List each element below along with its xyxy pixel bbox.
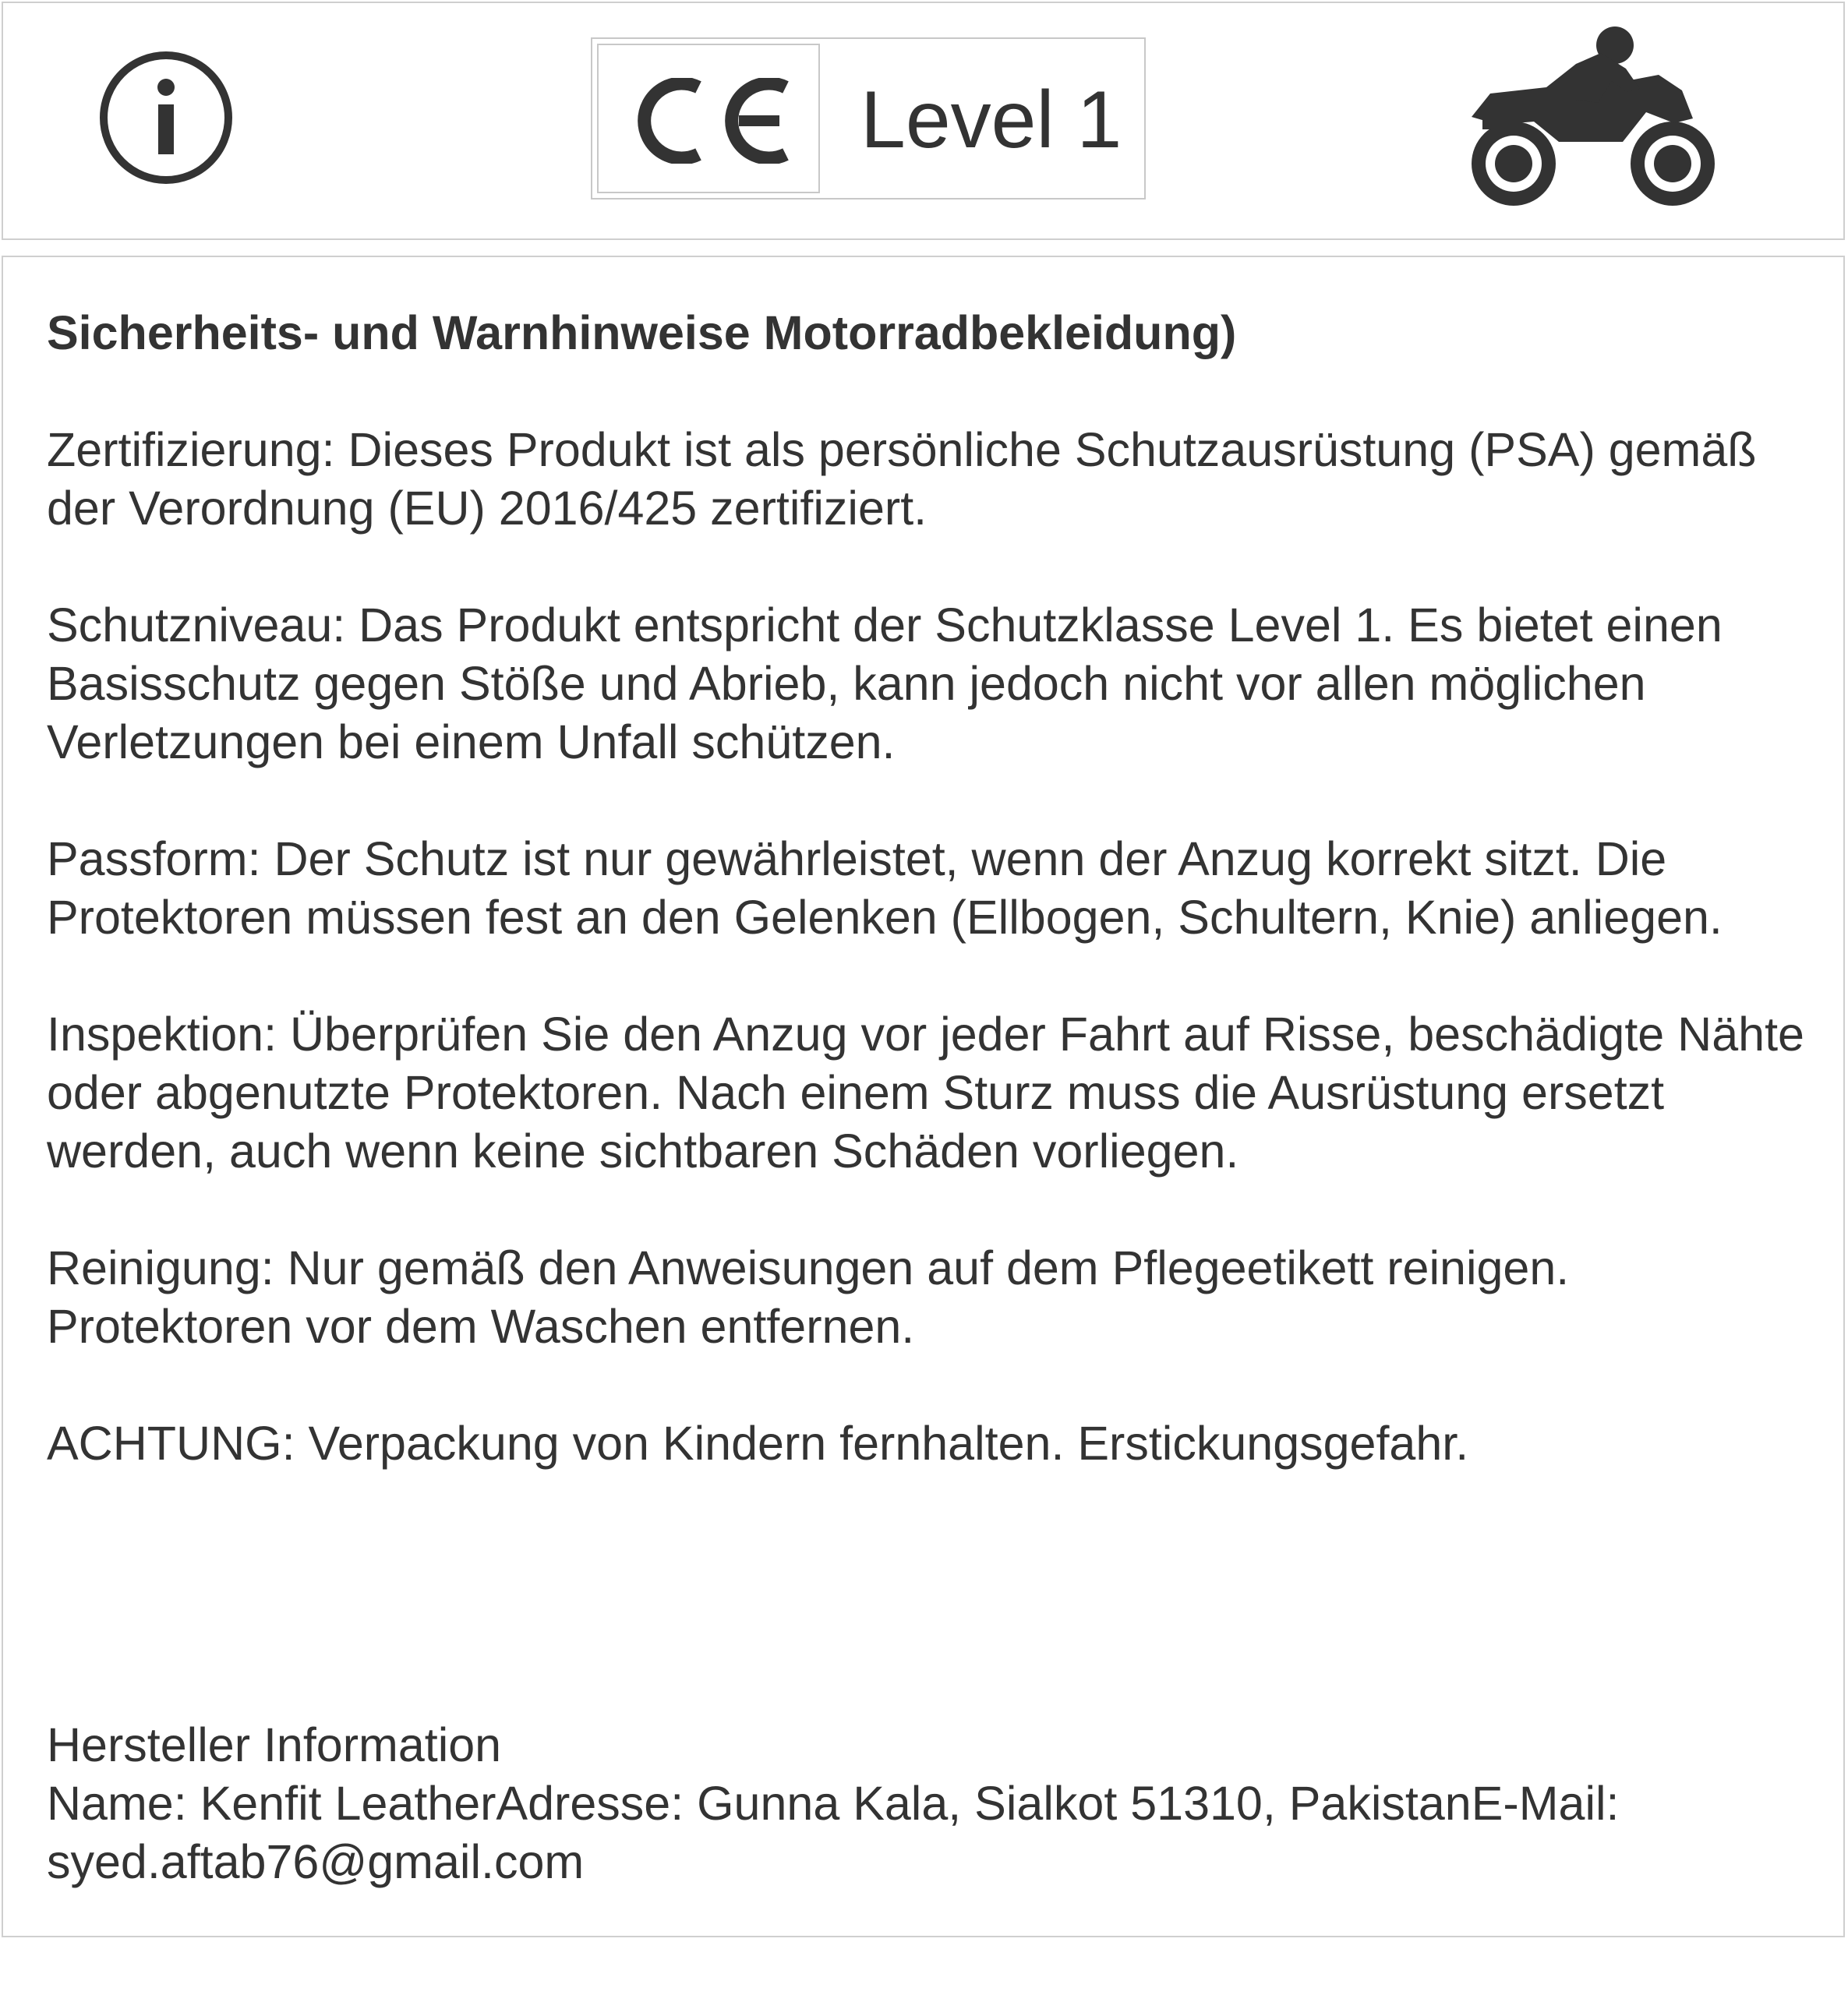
- manufacturer-info: [47, 1716, 1824, 1891]
- paragraph-cleaning: Reinigung: Nur gemäß den Anweisungen auf dem Pflegeetikett reinigen. Protektoren vor dem Waschen entfernen.: [47, 1241, 1570, 1353]
- paragraph-protection-level: Schutzniveau: Das Produkt entspricht der Schutzklasse Level 1. Es bietet einen Basisschutz gegen Stöße und Abrieb, kann jedoch nicht vor allen möglichen Verletzungen bei einem Unfall schützen.: [47, 598, 1723, 768]
- info-circle-icon: [98, 50, 234, 185]
- protection-level-label: Level 1: [860, 75, 1122, 165]
- manufacturer-details: Name: Kenfit LeatherAdresse: Gunna Kala, Sialkot 51310, PakistanE-Mail: syed.aftab76@gmail.com: [47, 1777, 1620, 1888]
- paragraph-fit: Passform: Der Schutz ist nur gewährleistet, wenn der Anzug korrekt sitzt. Die Protektoren müssen fest an den Gelenken (Ellbogen, Schultern, Knie) anliegen.: [47, 832, 1723, 944]
- safety-text-block: [47, 304, 1824, 1531]
- content-panel: [2, 256, 1845, 1937]
- paragraph-inspection: Inspektion: Überprüfen Sie den Anzug vor jeder Fahrt auf Risse, beschädigte Nähte oder abgenutzte Protektoren. Nach einem Sturz muss die Ausrüstung ersetzt werden, auch wenn keine sichtbaren Schäden vorliegen.: [47, 1008, 1804, 1178]
- ce-mark-cell: [597, 44, 820, 193]
- ce-level-box: [591, 37, 1146, 200]
- document-title: Sicherheits- und Warnhinweise Motorradbekleidung): [47, 306, 1237, 359]
- header-panel: [2, 2, 1845, 240]
- motorcycle-rider-icon: [1459, 25, 1719, 210]
- manufacturer-heading: Hersteller Information: [47, 1718, 502, 1771]
- paragraph-warning: ACHTUNG: Verpackung von Kindern fernhalten. Erstickungsgefahr.: [47, 1417, 1469, 1470]
- paragraph-certification: Zertifizierung: Dieses Produkt ist als persönliche Schutzausrüstung (PSA) gemäß der Verordnung (EU) 2016/425 zertifiziert.: [47, 423, 1757, 535]
- ce-mark-icon: [630, 78, 793, 164]
